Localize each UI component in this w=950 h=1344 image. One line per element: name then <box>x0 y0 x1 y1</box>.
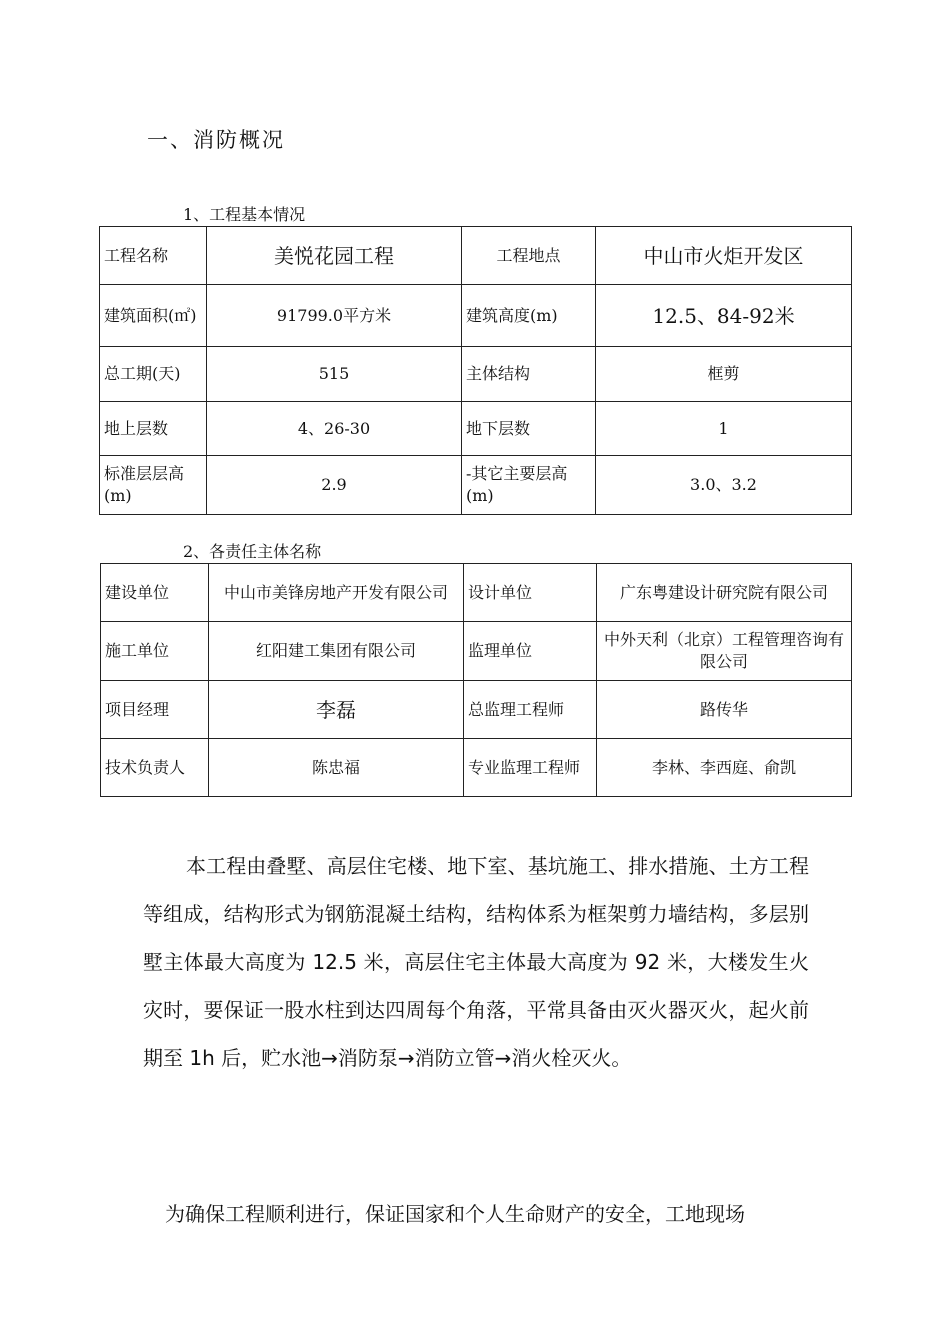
value-other-floor-height: 3.0、3.2 <box>596 456 852 515</box>
value-specialist-supervisor: 李林、李西庭、俞凯 <box>597 739 852 797</box>
value-floors-above: 4、26-30 <box>207 402 462 456</box>
label-standard-floor-height: 标准层层高(m) <box>100 456 207 515</box>
body-paragraph-safety: 为确保工程顺利进行，保证国家和个人生命财产的安全，工地现场 <box>165 1202 745 1226</box>
value-standard-floor-height: 2.9 <box>207 456 462 515</box>
value-designer: 广东粤建设计研究院有限公司 <box>597 564 852 622</box>
table-row <box>101 739 852 797</box>
label-contractor: 施工单位 <box>101 622 209 681</box>
label-project-location: 工程地点 <box>462 227 596 285</box>
label-floors-below: 地下层数 <box>462 402 596 456</box>
label-project-name: 工程名称 <box>100 227 207 285</box>
value-project-name: 美悦花园工程 <box>207 227 462 285</box>
table-row <box>100 456 852 515</box>
value-total-duration: 515 <box>207 347 462 402</box>
value-main-structure: 框剪 <box>596 347 852 402</box>
label-technical-lead: 技术负责人 <box>101 739 209 797</box>
label-owner: 建设单位 <box>101 564 209 622</box>
basic-info-table <box>99 226 852 515</box>
label-other-floor-height: -其它主要层高(m) <box>462 456 596 515</box>
subsection-title-basic-info: 1、工程基本情况 <box>183 205 306 224</box>
value-technical-lead: 陈忠福 <box>209 739 464 797</box>
value-chief-supervisor: 路传华 <box>597 681 852 739</box>
label-specialist-supervisor: 专业监理工程师 <box>464 739 597 797</box>
table-row <box>101 681 852 739</box>
subsection-title-responsible-parties: 2、各责任主体名称 <box>183 542 322 561</box>
value-building-height: 12.5、84-92米 <box>596 285 852 347</box>
table-row <box>100 227 852 285</box>
label-project-manager: 项目经理 <box>101 681 209 739</box>
body-paragraph-overview: 本工程由叠墅、高层住宅楼、地下室、基坑施工、排水措施、土方工程等组成，结构形式为钢筋混凝土结构，结构体系为框架剪力墙结构，多层别墅主体最大高度为 12.5 米，高层住宅主体最大高度为 92 米，大楼发生火灾时，要保证一股水柱到达四周每个角落，平常具备由灭火器灭火，起火前期至 1h 后，贮水池→消防泵→消防立管→消火栓灭火。 <box>143 854 809 1070</box>
label-floors-above: 地上层数 <box>100 402 207 456</box>
table-row <box>100 347 852 402</box>
table-row <box>101 622 852 681</box>
label-supervisor: 监理单位 <box>464 622 597 681</box>
value-contractor: 红阳建工集团有限公司 <box>209 622 464 681</box>
value-owner: 中山市美锋房地产开发有限公司 <box>209 564 464 622</box>
value-supervisor: 中外天利（北京）工程管理咨询有限公司 <box>597 622 852 681</box>
responsible-parties-table <box>100 563 852 797</box>
value-floors-below: 1 <box>596 402 852 456</box>
value-project-manager: 李磊 <box>209 681 464 739</box>
table-row <box>100 402 852 456</box>
section-heading: 一、消防概况 <box>147 128 285 152</box>
table-row <box>101 564 852 622</box>
table-row <box>100 285 852 347</box>
label-total-duration: 总工期(天) <box>100 347 207 402</box>
label-main-structure: 主体结构 <box>462 347 596 402</box>
label-designer: 设计单位 <box>464 564 597 622</box>
value-building-area: 91799.0平方米 <box>207 285 462 347</box>
value-project-location: 中山市火炬开发区 <box>596 227 852 285</box>
label-chief-supervisor: 总监理工程师 <box>464 681 597 739</box>
label-building-height: 建筑高度(m) <box>462 285 596 347</box>
label-building-area: 建筑面积(㎡) <box>100 285 207 347</box>
